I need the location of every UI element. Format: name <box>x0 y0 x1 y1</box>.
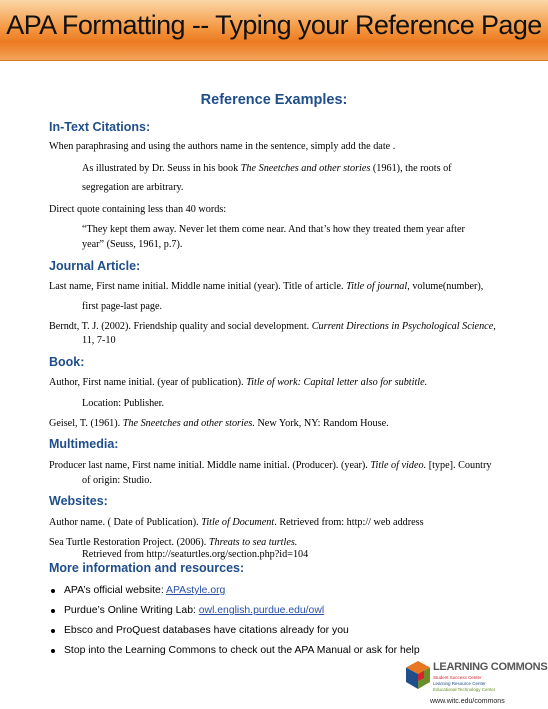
reference-examples-heading: Reference Examples: <box>200 92 348 108</box>
logo-sub-3: Educational Technology Center <box>433 687 496 692</box>
bullet-icon <box>51 589 55 593</box>
journal-line-4: 11, 7-10 <box>82 335 116 346</box>
bullet-icon <box>51 609 55 613</box>
journal-line-2: first page-last page. <box>82 301 163 312</box>
purdue-owl-link[interactable]: owl.english.purdue.edu/owl <box>198 605 325 616</box>
websites-line-2: Sea Turtle Restoration Project. (2006). Threats to sea turtles. <box>49 537 298 548</box>
multimedia-heading: Multimedia: <box>49 437 119 451</box>
multimedia-line-1: Producer last name, First name initial. Middle name initial. (Producer). (year). Title of video. [type]. Country <box>49 460 492 471</box>
intext-line-4: Direct quote containing less than 40 words: <box>49 204 227 215</box>
logo-sub-1: Student Success Center <box>433 675 482 680</box>
book-line-1: Author, First name initial. (year of publication). Title of work: Capital letter also for subtitle. <box>49 377 428 388</box>
journal-line-1: Last name, First name initial. Middle name initial (year). Title of article. Title of journal, volume(number), <box>49 281 484 292</box>
book-line-3: Geisel, T. (1961). The Sneetches and other stories. New York, NY: Random House. <box>49 418 389 429</box>
learning-commons-logo <box>405 660 548 705</box>
intext-line-1: When paraphrasing and using the authors name in the sentence, simply add the date . <box>49 141 396 152</box>
websites-line-1: Author name. ( Date of Publication). Title of Document. Retrieved from: http:// web address <box>49 517 424 528</box>
logo-sub-2: Learning Resource Center <box>433 681 486 686</box>
websites-heading: Websites: <box>49 494 108 508</box>
bullet-icon <box>51 629 55 633</box>
book-line-2: Location: Publisher. <box>82 398 165 409</box>
intext-line-6: year” (Seuss, 1961, p.7). <box>82 239 183 250</box>
cube-logo-icon <box>405 660 431 690</box>
page-title: APA Formatting -- Typing your Reference Page <box>6 10 542 40</box>
journal-heading: Journal Article: <box>49 259 141 273</box>
intext-line-2: As illustrated by Dr. Seuss in his book The Sneetches and other stories (1961), the roots of <box>82 163 452 174</box>
intext-heading: In-Text Citations: <box>49 120 151 134</box>
logo-title: LEARNING COMMONS <box>433 661 548 673</box>
bullet-icon <box>51 649 55 653</box>
book-heading: Book: <box>49 355 85 369</box>
intext-line-3: segregation are arbitrary. <box>82 182 184 193</box>
more-info-heading: More information and resources: <box>49 561 245 575</box>
intext-line-5: “They kept them away. Never let them come near. And that’s how they treated them year after <box>82 224 465 235</box>
logo-url: www.witc.edu/commons <box>430 698 505 705</box>
apa-style-link[interactable]: APAstyle.org <box>166 585 226 596</box>
title-banner <box>0 0 548 61</box>
websites-line-3: Retrieved from http://seaturtles.org/section.php?id=104 <box>82 549 309 560</box>
multimedia-line-2: of origin: Studio. <box>82 475 152 486</box>
journal-line-3: Berndt, T. J. (2002). Friendship quality and social development. Current Directions in Psychological Science, <box>49 321 496 332</box>
